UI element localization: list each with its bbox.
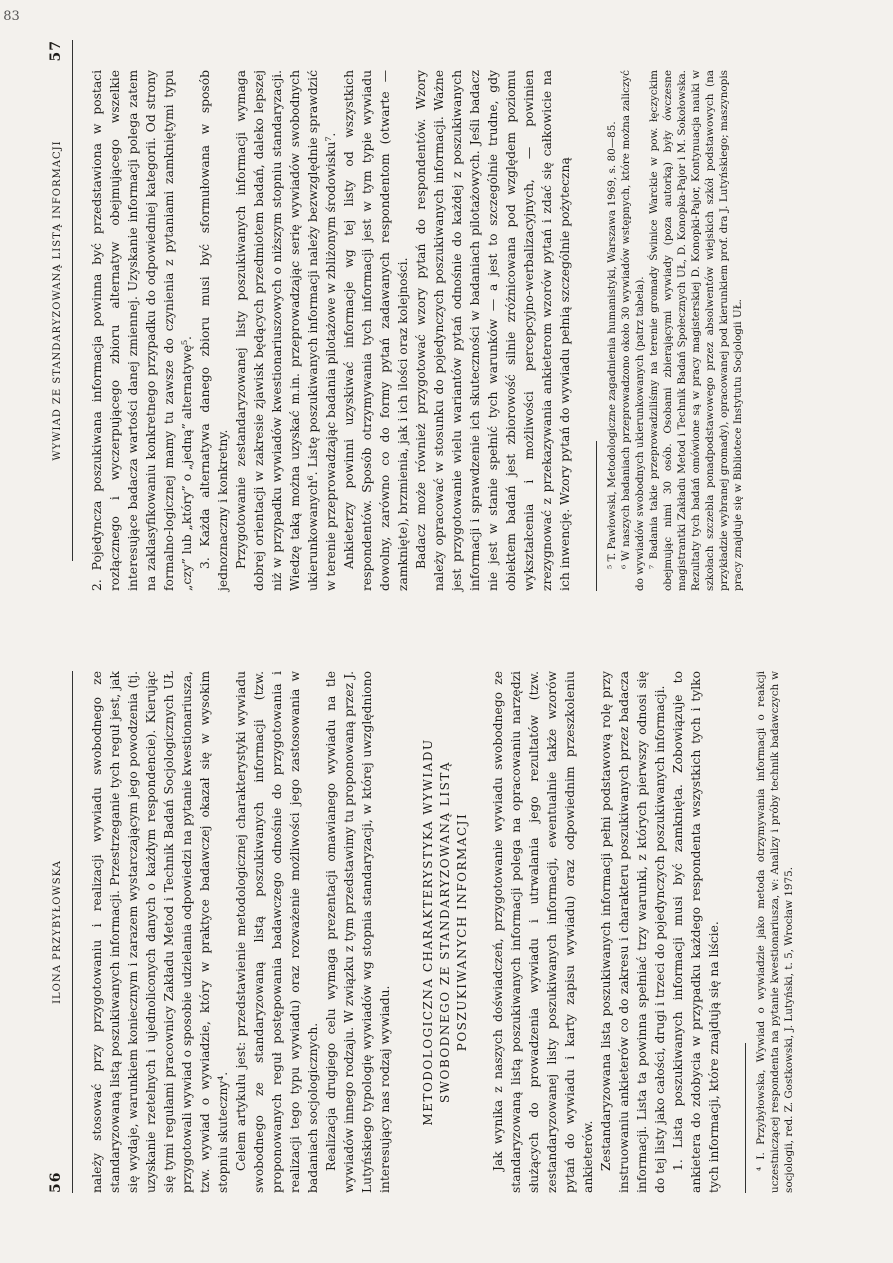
footnote: ⁶ W naszych badaniach przeprowadzono około 30 wywiadów wstępnych, które można zaliczyć do wywiadów swobodnych ukierunkowanych (patrz tabela). [620, 70, 646, 591]
paragraph: Jak wynika z naszych doświadczeń, przygotowanie wywiadu swobodnego ze standaryzowaną listą poszukiwanych informacji polega na opracowaniu narzędzi służących do prowadzenia wywiadu i utrwalania jego rezultatów (tzw. zestandaryzowanej listy poszukiwanych informacji, ewentualnie także wzorów pytań do wywiadu i karty zapisu wywiadu) oraz odpowiednim przeszkoleniu ankieterów. [491, 671, 595, 1193]
corner-handwritten-mark: 83 [3, 8, 20, 24]
paragraph: Zestandaryzowana lista poszukiwanych informacji pełni podstawową rolę przy instruowaniu ankieterów co do zakresu i charakteru poszukiwanych przez badacza informacji. Lista ta powinna spełniać trzy warunki, z których pierwszy odnosi się do tej listy jako całości, drugi i trzeci do pojedynczych poszukiwanych informacji. [599, 671, 667, 1193]
left-page-header [44, 671, 73, 1193]
paragraph: 1. Lista poszukiwanych informacji musi być zamknięta. Zobowiązuje to ankietera do zdobycia w przypadku każdego respondenta wszystkich tych i tylko tych informacji, które znajdują się na liście. [671, 671, 721, 1193]
paragraph: należy stosować przy przygotowaniu i realizacji wywiadu swobodnego ze standaryzowaną listą poszukiwanych informacji. Przestrzeganie tych reguł jest, jak się wydaje, warunkiem koniecznym i zarazem wystarczającym jego powodzenia (tj. uzyskanie rzetelnych i ujednoliconych danych o każdym respondencie). Kierując się tymi regułami pracownicy Zakładu Metod i Technik Badań Socjologicznych UŁ przygotowali wywiad o sposobie udzielania odpowiedzi na pytanie kwestionariusza, tzw. wywiad o wywiadzie, który w praktyce badawczej okazał się w wysokim stopniu skuteczny⁴. [90, 671, 230, 1193]
paragraph: 2. Pojedyncza poszukiwana informacja powinna być przedstawiona w postaci rozłącznego i wyczerpującego zbioru alternatyw obejmującego wszelkie interesujące badacza wartości danej zmiennej. Uzyskanie informacji polega zatem na zaklasyfikowaniu konkretnego przypadku do odpowiedniej kategorii. Od strony formalno-logicznej mamy tu zawsze do czynienia z pytaniami zamkniętymi typu „czy” lub „który” o „jedną” alternatywę⁵. [90, 70, 194, 591]
left-page-number: 56 [48, 1171, 64, 1193]
paragraph: Ankieterzy powinni uzyskiwać informacje wg tej listy od wszystkich respondentów. Sposób otrzymywania tych informacji jest w tym typie wywiadu dowolny, zarówno co do formy pytań zadawanych respondentom (otwarte — zamknięte), brzmienia, jak i ich ilości oraz kolejności. [342, 70, 410, 591]
paragraph: Badacz może również przygotować wzory pytań do respondentów. Wzory należy opracować w stosunku do pojedynczych poszukiwanych informacji. Ważne jest przygotowanie wielu wariantów pytań odnośnie do każdej z poszukiwanych informacji i sprawdzenie ich skuteczności w badaniach pilotażowych. Jeśli badacz nie jest w stanie spełnić tych warunków — a jest to szczególnie trudne, gdy obiektem badań jest zbiorowość silnie zróżnicowana pod względem poziomu wykształcenia i możliwości percepcyjno-werbalizacyjnych, — powinien zrezygnować z przekazywania ankieterom wzorów pytań i zdać się całkowicie na ich inwencję. Wzory pytań do wywiadu pełnią szczególnie pożyteczną [414, 70, 572, 591]
paragraph: 3. Każda alternatywa danego zbioru musi być sformułowana w sposób jednoznaczny i konkretny. [198, 70, 230, 591]
footnote: ⁵ T. Pawłowski, Metodologiczne zagadnienia humanistyki, Warszawa 1969, s. 80—85. [606, 121, 618, 569]
right-running-head: WYWIAD ZE STANDARYZOWANĄ LISTĄ INFORMACJI [52, 140, 63, 461]
paragraph: Celem artykułu jest: przedstawienie metodologicznej charakterystyki wywiadu swobodnego ze standaryzowaną listą poszukiwanych informacji (tzw. proponowanych reguł postępowania badawczego odnośnie do przygotowania i realizacji tego typu wywiadu) oraz rozważenie możliwości jego zastosowania w badaniach socjologicznych. [234, 671, 320, 1193]
footnote-divider [745, 1043, 746, 1193]
left-running-head: ILONA PRZYBYŁOWSKA [52, 860, 63, 1004]
section-title: METODOLOGICZNA CHARAKTERYSTYKA WYWIADU SWOBODNEGO ZE STANDARYZOWANĄ LISTĄ POSZUKIWANYCH INFORMACJI [421, 738, 469, 1126]
right-page-body [88, 70, 745, 591]
footnote: ⁴ I. Przybyłowska, Wywiad o wywiadzie jako metoda otrzymywania informacji o reakcji uczestniczącej respondenta na pytanie kwestionariusza, w: Analizy i próby technik badawczych w socjologii, red. Z. Gostkowski, J. Lutyński, t. 5, Wrocław 1975. [755, 671, 795, 1193]
right-page-header [44, 40, 73, 561]
footnote: ⁷ Badania takie przeprowadziliśmy na terenie gromady Świnice Warckie w pow. łęczyckim obejmując nimi 30 osób. Osobami zbierającymi wywiady (poza autorką) były ówczesne magistrantki Zakładu Metod i Technik Badań Społecznych UŁ, D. Konopka-Pajor i M. Sokołowska. Rezultaty tych badań omówione są w pracy magisterskiej D. Konopki-Pajor, Kontynuacja nauki w szkołach szczebla ponadpodstawowego przez absolwentów wiejskich szkół podstawowych (na przykładzie wybranej gromady), opracowanej pod kierunkiem prof. dra J. Lutyńskiego; maszynopis pracy znajduje się w Bibliotece Instytutu Socjologii UŁ. [648, 70, 744, 591]
right-page [0, 0, 893, 631]
paragraph: Przygotowanie zestandaryzowanej listy poszukiwanych informacji wymaga dobrej orientacji w zakresie zjawisk będących przedmiotem badań, daleko lepszej niż w przypadku wywiadów kwestionariuszowych o niższym stopniu standaryzacji. Wiedzę taką można uzyskać m.in. przeprowadzając serię wywiadów swobodnych ukierunkowanych⁶. Listę poszukiwanych informacji należy bezwzględnie sprawdzić w terenie przeprowadzając badania pilotażowe w zbliżonym środowisku⁷. [234, 70, 338, 591]
paragraph: Realizacja drugiego celu wymaga prezentacji omawianego wywiadu na tle wywiadów innego rodzaju. W związku z tym przedstawimy tu proponowaną przez J. Lutyńskiego typologię wywiadów wg stopnia standaryzacji, w której uwzględniono interesujący nas rodzaj wywiadu. [324, 671, 392, 1193]
left-page [0, 631, 893, 1263]
footnote-divider [596, 441, 597, 591]
left-page-body [88, 671, 796, 1193]
right-page-number: 57 [48, 40, 64, 62]
